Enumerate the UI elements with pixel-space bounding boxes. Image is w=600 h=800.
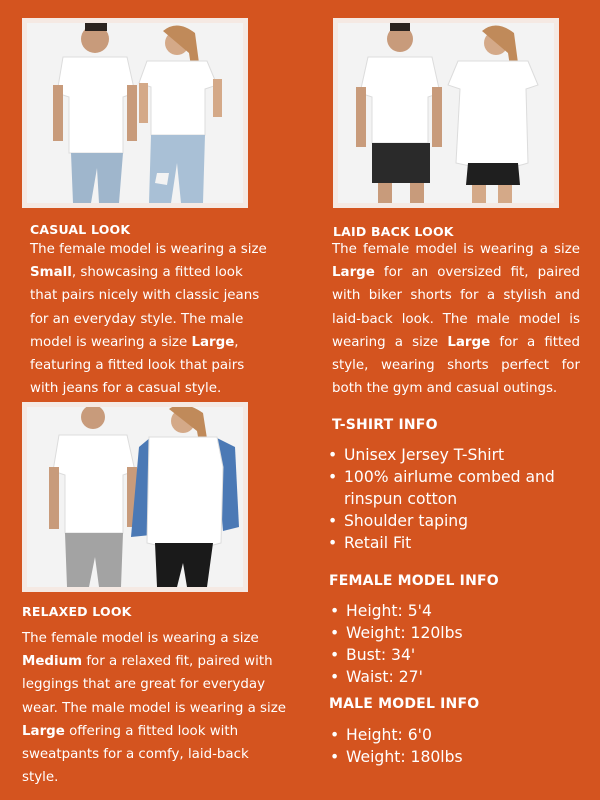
tshirt-info-heading: T-SHIRT INFO (332, 417, 438, 433)
male-model-info-list (330, 724, 580, 768)
relaxed-look-photo (22, 402, 248, 592)
female-model-info-list (330, 600, 580, 688)
relaxed-look-heading: RELAXED LOOK (22, 604, 132, 619)
description-text: The female model is wearing a size (22, 631, 259, 646)
info-list-item: • 100% airlume combed and rinspun cotton (328, 466, 578, 510)
description-line (30, 331, 292, 354)
info-list-item: • Weight: 120lbs (330, 622, 580, 644)
description-text: sweatpants for a comfy, laid-back (22, 747, 249, 763)
tshirt-info-list (328, 444, 578, 554)
size-highlight: Large (447, 334, 491, 350)
description-text: with biker shorts for a stylish and (332, 288, 580, 304)
description-line (22, 720, 312, 743)
laid-back-look-photo (333, 18, 559, 208)
info-list-item: • Height: 6'0 (330, 724, 580, 746)
size-highlight: Large (191, 334, 235, 350)
description-text: wearing a size (332, 334, 448, 350)
relaxed-look-description (22, 627, 312, 789)
description-text: , showcasing a fitted look (71, 265, 243, 281)
description-line (332, 238, 580, 261)
description-text: style, wearing shorts perfect for (332, 358, 580, 374)
casual-look-description (30, 238, 292, 400)
description-line (30, 308, 292, 331)
description-text: for an everyday style. The male (30, 311, 244, 327)
description-text: The female model is wearing a size (30, 242, 267, 257)
description-line (332, 377, 580, 400)
info-list-item: • Bust: 34' (330, 644, 580, 666)
description-text: , (234, 334, 239, 350)
info-list-item: • Waist: 27' (330, 666, 580, 688)
description-text: laid-back look. The male model is (332, 311, 580, 327)
description-line (22, 627, 312, 650)
info-list-item: • Height: 5'4 (330, 600, 580, 622)
info-list-item: • Unisex Jersey T-Shirt (328, 444, 578, 466)
description-line (30, 284, 292, 307)
description-text: offering a fitted look with (64, 723, 239, 739)
description-line (332, 331, 580, 354)
description-text: The female model is wearing a size (332, 242, 580, 257)
laid-back-look-description (332, 238, 580, 400)
info-list-item: • Retail Fit (328, 532, 578, 554)
female-model-info-heading: FEMALE MODEL INFO (329, 573, 499, 589)
casual-look-heading: CASUAL LOOK (30, 222, 131, 237)
description-line (332, 308, 580, 331)
description-line (22, 743, 312, 766)
description-text: featuring a fitted look that pairs (30, 358, 245, 374)
info-list-item: • Weight: 180lbs (330, 746, 580, 768)
description-text: both the gym and casual outings. (332, 381, 558, 397)
description-line (30, 354, 292, 377)
laid-back-look-heading: LAID BACK LOOK (333, 224, 454, 239)
description-text: for an oversized fit, paired (374, 265, 580, 281)
description-line (332, 261, 580, 284)
description-text: for a fitted (490, 334, 580, 350)
description-line (332, 284, 580, 307)
info-list-item: • Shoulder taping (328, 510, 578, 532)
male-model-info-heading: MALE MODEL INFO (329, 696, 480, 712)
description-text: model is wearing a size (30, 334, 192, 350)
description-line (30, 238, 292, 261)
size-highlight: Small (30, 265, 72, 281)
description-line (22, 766, 312, 789)
description-text: with jeans for a casual style. (30, 381, 222, 397)
description-text: for a relaxed fit, paired with (82, 654, 273, 670)
description-text: leggings that are great for everyday (22, 677, 266, 693)
description-text: wear. The male model is wearing a size (22, 700, 287, 716)
description-line (30, 377, 292, 400)
description-line (22, 673, 312, 696)
description-line (30, 261, 292, 284)
description-line (22, 697, 312, 720)
size-highlight: Large (22, 723, 65, 739)
description-line (332, 354, 580, 377)
description-text: that pairs nicely with classic jeans (30, 288, 260, 304)
size-highlight: Large (332, 265, 375, 281)
casual-look-photo (22, 18, 248, 208)
description-text: style. (22, 770, 59, 786)
description-line (22, 650, 312, 673)
size-highlight: Medium (22, 654, 83, 670)
